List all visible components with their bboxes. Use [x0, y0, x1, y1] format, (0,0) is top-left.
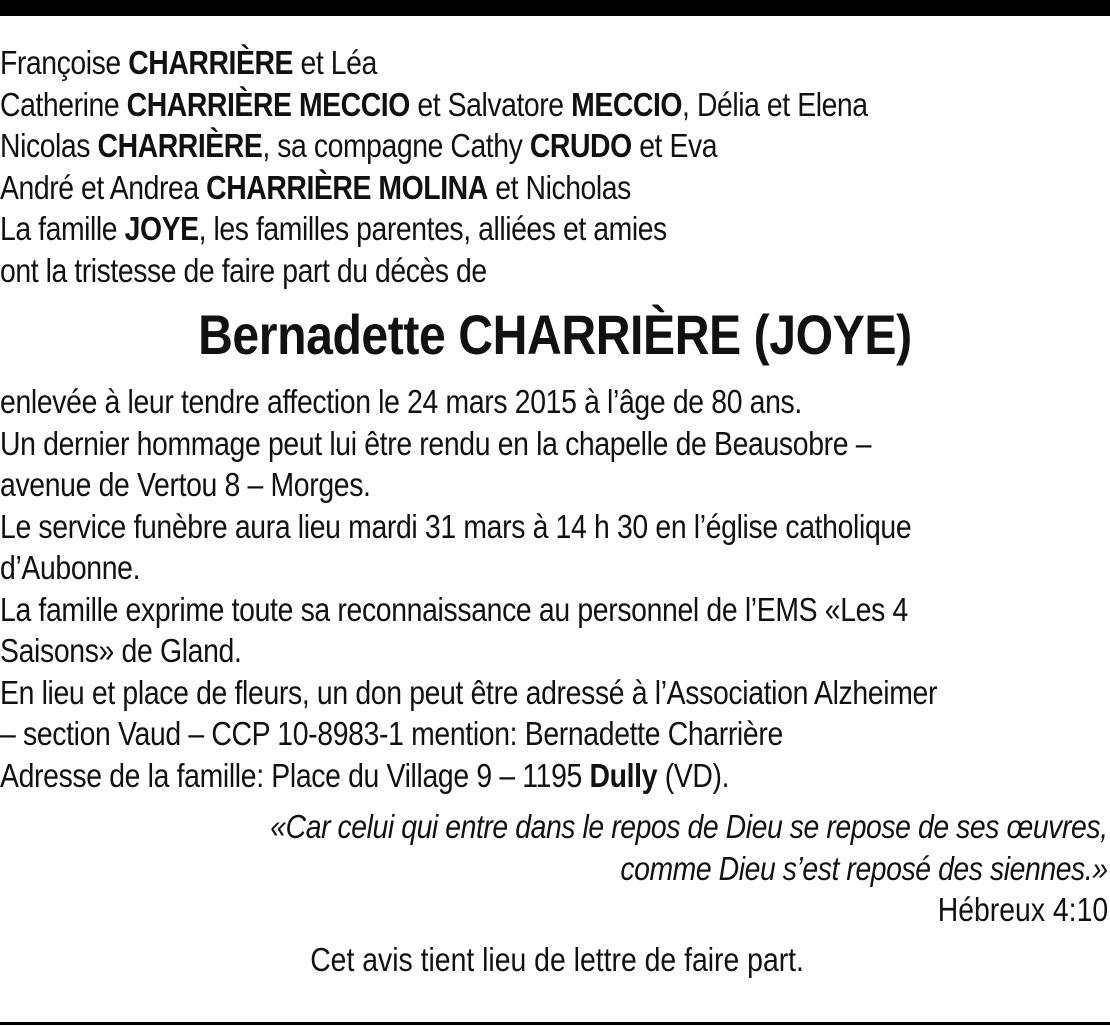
notice-body: [0, 381, 1110, 796]
town-name: Dully: [589, 756, 658, 794]
family-line-3: Nicolas CHARRIÈRE, sa compagne Cathy CRUDO et Eva: [0, 127, 718, 164]
surname: JOYE: [124, 210, 199, 247]
surname: CHARRIÈRE MOLINA: [206, 168, 488, 206]
surname: MECCIO: [571, 85, 683, 123]
quote-line: «Car celui qui entre dans le repos de Dieu se repose de ses œuvres,: [270, 808, 1108, 845]
family-line-2: Catherine CHARRIÈRE MECCIO et Salvatore MECCIO, Délia et Elena: [0, 85, 868, 123]
family-address: Adresse de la famille: Place du Village 9 – 1195 Dully (VD).: [0, 756, 730, 794]
deceased-name: Bernadette CHARRIÈRE (JOYE): [198, 303, 912, 366]
quote-line: comme Dieu s’est reposé des siennes.»: [620, 849, 1108, 887]
body-line: avenue de Vertou 8 – Morges.: [0, 466, 371, 503]
body-line: En lieu et place de fleurs, un don peut être adressé à l’Association Alzheimer: [0, 673, 938, 711]
quote-reference: Hébreux 4:10: [937, 891, 1108, 928]
bottom-border-rule: [0, 1022, 1110, 1025]
family-line-4: André et Andrea CHARRIÈRE MOLINA et Nicholas: [0, 168, 631, 206]
top-border-rule: [0, 0, 1110, 16]
surname: CHARRIÈRE: [128, 44, 294, 81]
body-line: d’Aubonne.: [0, 549, 141, 586]
body-line: – section Vaud – CCP 10-8983-1 mention: Bernadette Charrière: [0, 715, 783, 752]
body-line: Le service funèbre aura lieu mardi 31 mars à 14 h 30 en l’église catholique: [0, 507, 912, 545]
body-line: Saisons» de Gland.: [0, 632, 242, 669]
surname: CHARRIÈRE MECCIO: [126, 85, 410, 123]
body-line: Un dernier hommage peut lui être rendu en la chapelle de Beausobre –: [0, 424, 872, 462]
body-line: La famille exprime toute sa reconnaissance au personnel de l’EMS «Les 4: [0, 590, 908, 628]
family-line-6: ont la tristesse de faire part du décès de: [0, 251, 487, 289]
family-announcement: [0, 42, 1110, 291]
surname: CHARRIÈRE: [97, 127, 263, 164]
family-line-1: Françoise CHARRIÈRE et Léa: [0, 44, 377, 81]
obituary-notice: [0, 42, 1110, 980]
closing-note: Cet avis tient lieu de lettre de faire part.: [310, 940, 804, 978]
body-line: enlevée à leur tendre affection le 24 mars 2015 à l’âge de 80 ans.: [0, 383, 802, 420]
surname: CRUDO: [529, 127, 632, 164]
family-line-5: La famille JOYE, les familles parentes, alliées et amies: [0, 210, 667, 247]
bible-quote: [0, 806, 1110, 889]
